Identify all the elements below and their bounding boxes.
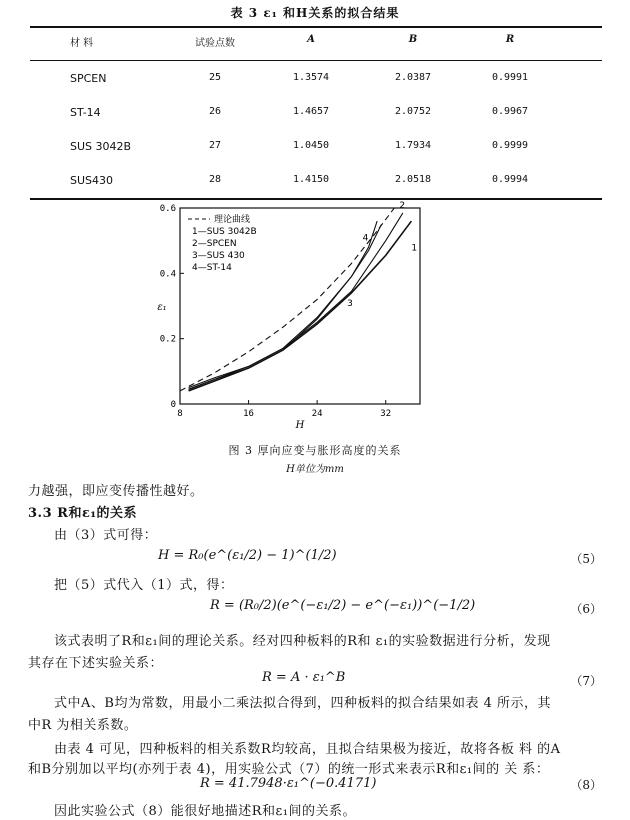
legend-entry: 理论曲线: [214, 215, 251, 225]
equation-number: （8）: [570, 778, 602, 792]
table-cell: 27: [208, 140, 222, 151]
table-cell: 25: [208, 72, 222, 83]
equation-5: H = R₀(e^(ε₁/2) − 1)^(1/2): [158, 548, 337, 563]
curve-label: 2: [399, 201, 406, 211]
figure-caption: 图 3 厚向应变与胀形高度的关系: [228, 444, 402, 457]
equation-number: （7）: [570, 674, 602, 688]
paragraph-line: 式中A、B均为常数，用最小二乘法拟合得到，四种板料的拟合结果如表 4 所示，其: [54, 696, 551, 711]
y-tick-label: 0.2: [159, 334, 176, 345]
curve-label: 1: [411, 243, 418, 254]
table-top-rule: [30, 26, 602, 28]
table-cell: 0.9994: [491, 174, 529, 185]
paragraph-line: 由表 4 可见，四种板料的相关系数R均较高，且拟合结果极为接近，故将各板 料 的A: [54, 742, 561, 757]
figure-subcaption: H单位为mm: [286, 464, 344, 475]
x-tick-label: 8: [177, 409, 183, 419]
table-cell: SUS 3042B: [70, 140, 132, 153]
table-cell: 0.9999: [491, 140, 529, 151]
table-cell: 1.4150: [292, 174, 330, 185]
y-tick-label: 0.6: [159, 204, 176, 214]
curve-label: 3: [347, 299, 353, 309]
section-heading: 3.3 R和ε₁的关系: [28, 506, 138, 521]
table-cell: 28: [208, 174, 222, 185]
legend-entry: 4—ST-14: [192, 263, 232, 273]
table-cell: 2.0518: [394, 174, 432, 185]
strain-height-chart: [150, 200, 430, 440]
table-cell: ST-14: [70, 106, 101, 119]
table-cell: 1.3574: [292, 72, 330, 83]
table-row: [30, 72, 602, 92]
legend-entry: 3—SUS 430: [192, 251, 245, 261]
legend-entry: 2—SPCEN: [192, 239, 237, 249]
table-cell: 0.9967: [491, 106, 529, 117]
equation-7: R = A · ε₁^B: [262, 670, 346, 685]
y-tick-label: 0.4: [159, 269, 176, 280]
table-cell: 0.9991: [491, 72, 529, 83]
table-row: [30, 174, 602, 194]
table-cell: SPCEN: [70, 72, 107, 85]
table-cell: SUS430: [70, 174, 114, 187]
table-header-cell: 试验点数: [195, 38, 235, 49]
y-tick-label: 0: [170, 400, 176, 410]
table-cell: 1.0450: [292, 140, 330, 151]
table-row: [30, 140, 602, 160]
paragraph-line: 因此实验公式（8）能很好地描述R和ε₁间的关系。: [54, 804, 357, 819]
paragraph-line: 由（3）式可得：: [54, 528, 158, 543]
x-axis-label: H: [295, 420, 305, 431]
table-header-cell: R: [505, 34, 515, 45]
table-row: [30, 106, 602, 126]
equation-number: （6）: [570, 602, 602, 616]
paragraph-line: 该式表明了R和ε₁间的理论关系。经对四种板料的R和 ε₁的实验数据进行分析，发现: [54, 634, 551, 649]
table-caption: 表 3 ε₁ 和H关系的拟合结果: [230, 6, 400, 20]
table-header-row: [30, 34, 602, 54]
table-cell: 1.4657: [292, 106, 330, 117]
equation-8: R = 41.7948·ε₁^(−0.4171): [200, 776, 377, 791]
equation-6: R = (R₀/2)(e^(−ε₁/2) − e^(−ε₁))^(−1/2): [210, 598, 476, 613]
equation-number: （5）: [570, 552, 602, 566]
table-cell: 1.7934: [394, 140, 432, 151]
table-header-cell: B: [408, 34, 418, 45]
table-header-cell: A: [307, 34, 315, 45]
x-tick-label: 24: [311, 409, 323, 419]
table-cell: 2.0752: [394, 106, 432, 117]
legend-entry: 1—SUS 3042B: [192, 227, 257, 237]
x-tick-label: 16: [243, 409, 254, 419]
plot-frame: [180, 208, 420, 404]
table-cell: 2.0387: [394, 72, 432, 83]
table-header-rule: [30, 60, 602, 61]
paragraph-line: 其存在下述实验关系：: [28, 656, 164, 671]
x-tick-label: 32: [380, 409, 392, 419]
curve-label: 4: [362, 233, 369, 244]
table-header-cell: 材 料: [70, 38, 94, 49]
y-axis-label: ε₁: [157, 302, 167, 313]
paragraph-line: 和B分别加以平均(亦列于表 4)，用实验公式（7）的统一形式来表示R和ε₁间的 关 系：: [28, 762, 550, 777]
paragraph-line: 把（5）式代入（1）式，得：: [54, 578, 234, 593]
table-cell: 26: [208, 106, 222, 117]
paragraph-line: 力越强，即应变传播性越好。: [28, 484, 204, 499]
paragraph-line: 中R 为相关系数。: [28, 718, 138, 733]
